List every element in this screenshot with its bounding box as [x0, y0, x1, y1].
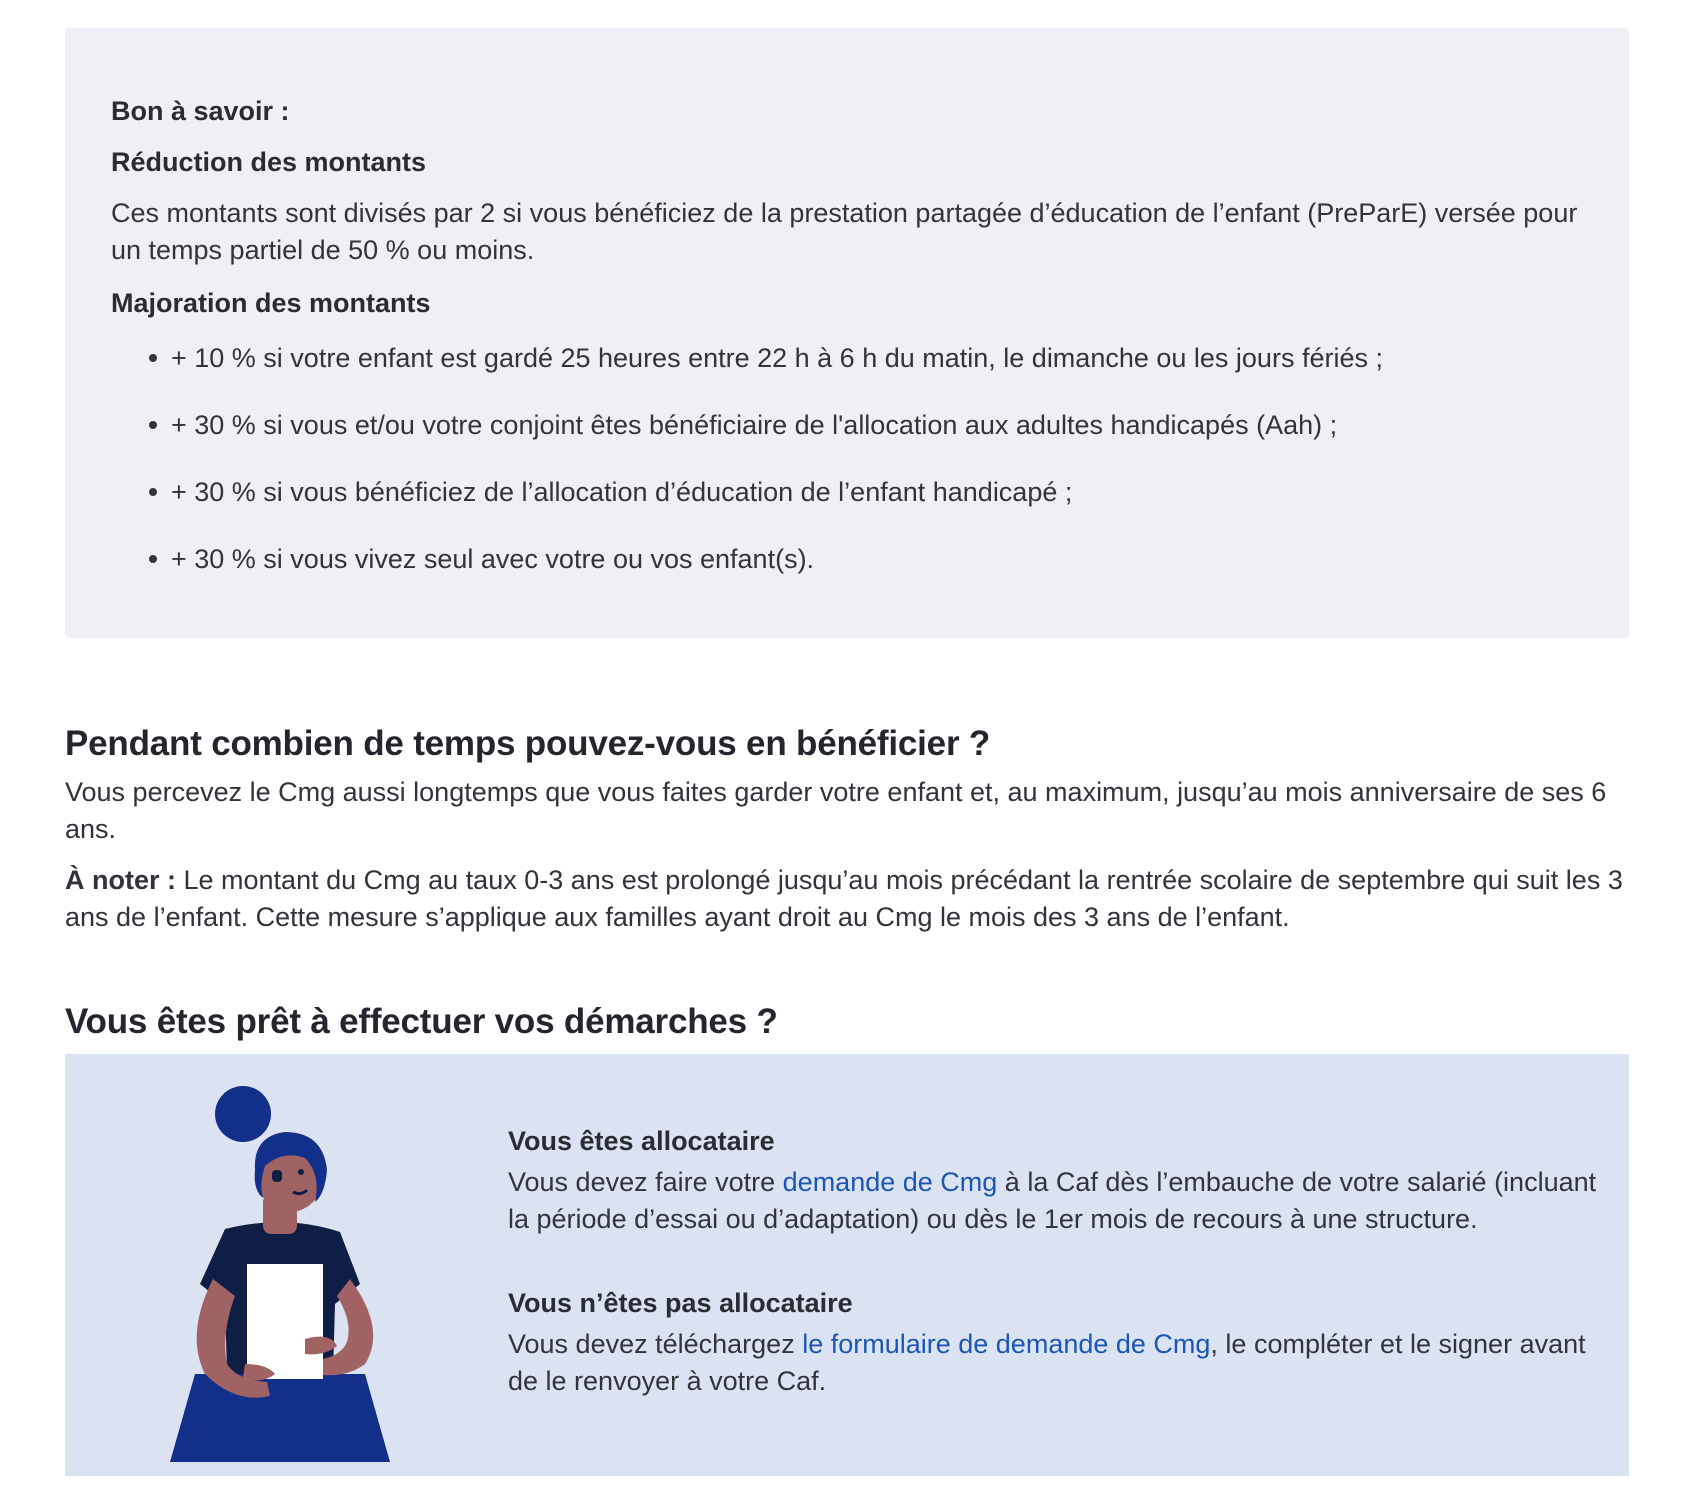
majoration-title: Majoration des montants: [111, 288, 431, 318]
duration-section: [65, 722, 1635, 936]
bullet-icon: [149, 488, 157, 496]
bullet-icon: [149, 354, 157, 362]
duration-note: [65, 862, 1635, 936]
cmg-form-link[interactable]: le formulaire de demande de Cmg: [802, 1329, 1211, 1359]
non-allocataire-title: Vous n’êtes pas allocataire: [508, 1288, 853, 1318]
woman-holding-document-illustration: [155, 1074, 415, 1464]
duration-text: Vous percevez le Cmg aussi longtemps que vous faites garder votre enfant et, au maximum, jusqu’au mois anniversaire de ses 6 ans.: [65, 777, 1607, 844]
note-text: Le montant du Cmg au taux 0-3 ans est prolongé jusqu’au mois précédant la rentrée scolaire de septembre qui suit les 3 ans de l’enfant. Cette mesure s’applique aux familles ayant droit au Cmg le mois des 3 ans de l’enfant.: [65, 865, 1623, 932]
bullet-icon: [149, 421, 157, 429]
reduction-title: Réduction des montants: [111, 147, 427, 177]
reduction-text: Ces montants sont divisés par 2 si vous bénéficiez de la prestation partagée d’éducation de l’enfant (PreParE) versée pour un temps partiel de 50 % ou moins.: [111, 198, 1578, 265]
good-to-know-box: [65, 28, 1629, 638]
steps-box: [65, 1054, 1629, 1476]
duration-heading: Pendant combien de temps pouvez-vous en bénéficier ?: [65, 724, 991, 763]
list-item: + 10 % si votre enfant est gardé 25 heures entre 22 h à 6 h du matin, le dimanche ou les jours fériés ;: [149, 340, 1583, 376]
steps-heading: Vous êtes prêt à effectuer vos démarches ?: [65, 1002, 778, 1041]
allocataire-text: Vous devez faire votre demande de Cmg à la Caf dès l’embauche de votre salarié (incluant la période d’essai ou d’adaptation) ou dès le 1er mois de recours à une structure.: [508, 1167, 1597, 1234]
steps-section: [65, 1000, 1635, 1044]
steps-text: [508, 1124, 1608, 1400]
allocataire-block: [508, 1124, 1608, 1238]
list-item: + 30 % si vous vivez seul avec votre ou vos enfant(s).: [149, 541, 1583, 577]
list-item: + 30 % si vous et/ou votre conjoint êtes bénéficiaire de l'allocation aux adultes handicapés (Aah) ;: [149, 407, 1583, 443]
good-to-know-title: Bon à savoir :: [111, 96, 290, 126]
cmg-request-link[interactable]: demande de Cmg: [782, 1167, 998, 1197]
note-label: À noter :: [65, 865, 176, 895]
non-allocataire-text: Vous devez téléchargez le formulaire de demande de Cmg, le compléter et le signer avant de le renvoyer à votre Caf.: [508, 1329, 1586, 1396]
allocataire-title: Vous êtes allocataire: [508, 1126, 775, 1156]
bullet-icon: [149, 555, 157, 563]
list-item: + 30 % si vous bénéficiez de l’allocation d’éducation de l’enfant handicapé ;: [149, 474, 1583, 510]
majoration-list: [111, 340, 1583, 577]
non-allocataire-block: [508, 1286, 1608, 1400]
